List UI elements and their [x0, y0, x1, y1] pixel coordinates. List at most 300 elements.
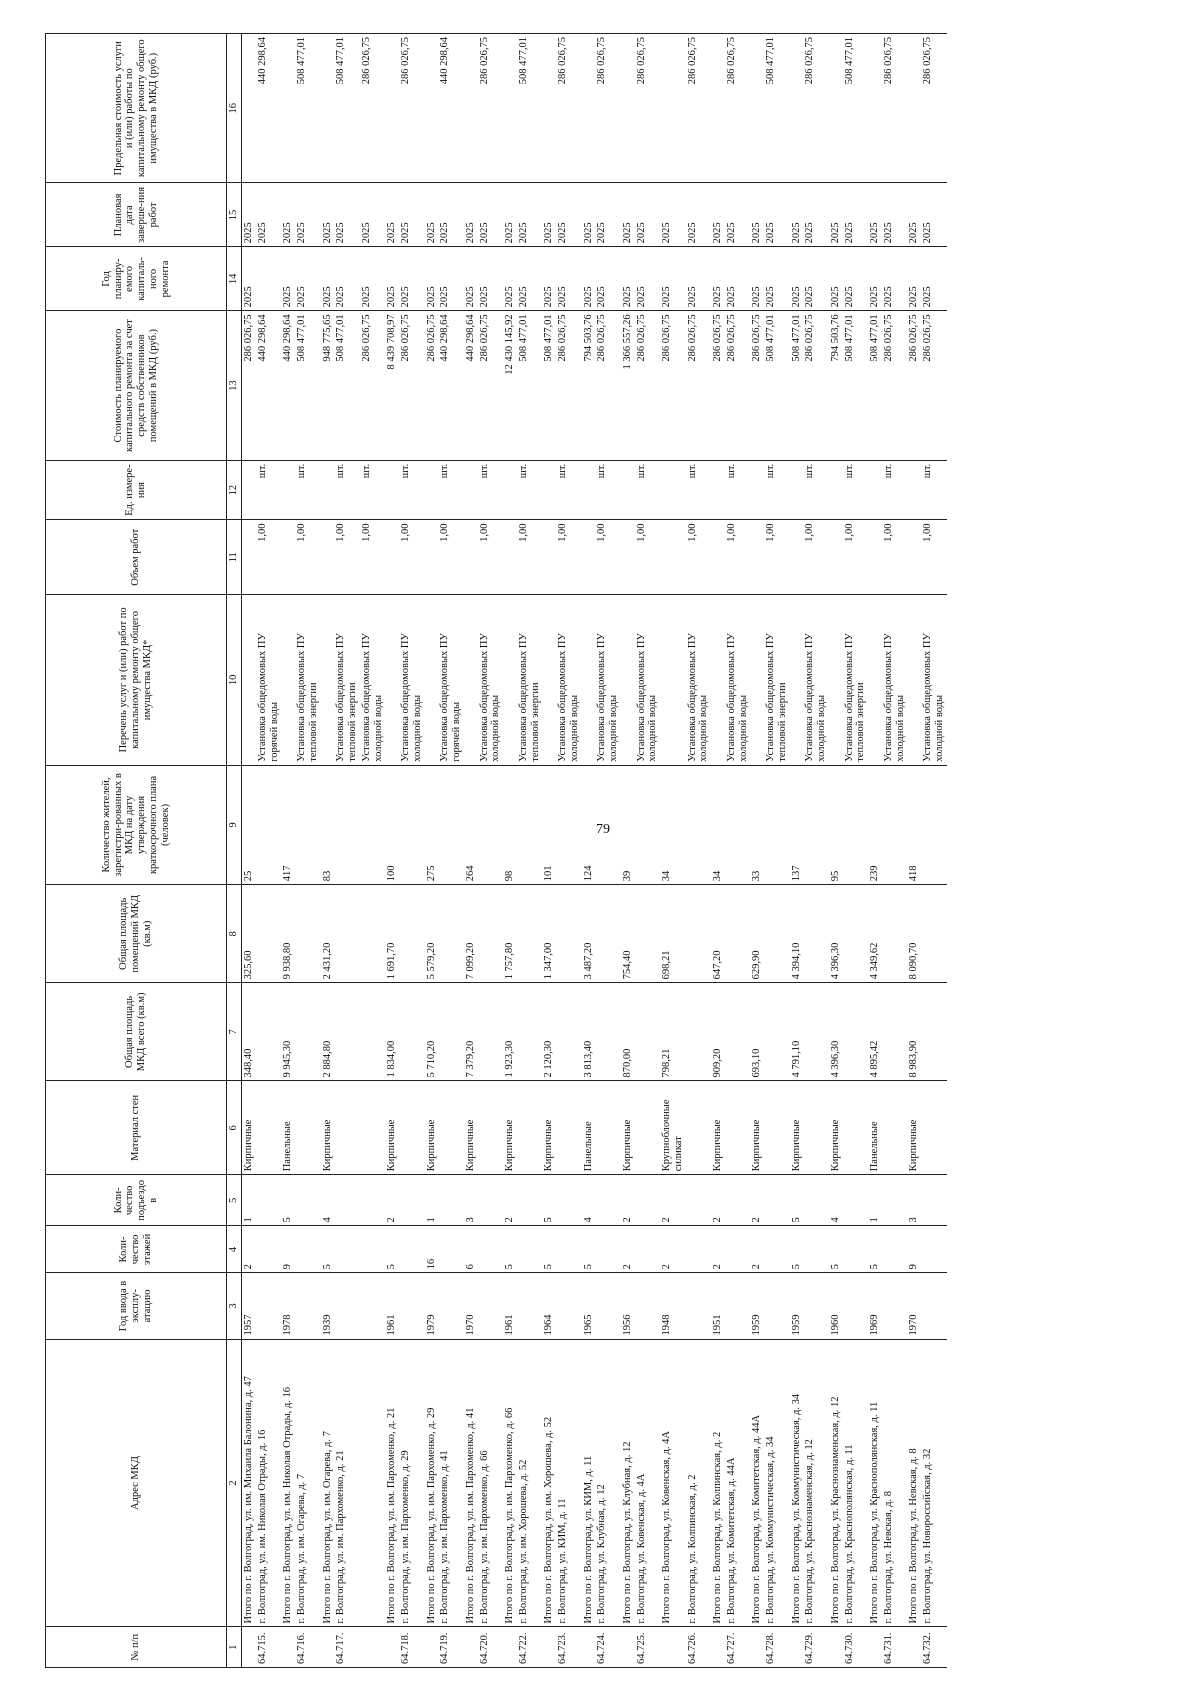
- column-number: 5: [227, 1175, 242, 1226]
- row-number: 64.720.: [478, 1627, 504, 1668]
- cost-cell: 508 477,01: [868, 311, 882, 460]
- address-cell: Итого по г. Волгоград, ул. КИМ, д. 11: [582, 1339, 596, 1627]
- work-volume-cell: [660, 520, 686, 595]
- plan-year-cell: 2025: [464, 247, 478, 311]
- total-area-cell: 8 983,90: [907, 983, 921, 1081]
- limit-cost-cell: 286 026,75: [882, 34, 908, 183]
- floors-cell: 9: [907, 1226, 921, 1273]
- limit-cost-cell: 286 026,75: [803, 34, 829, 183]
- floors-cell: [635, 1226, 661, 1273]
- address-cell: Итого по г. Волгоград, ул. им. Пархоменко, д. 41: [464, 1339, 478, 1627]
- entrances-cell: [256, 1175, 282, 1226]
- commission-year-cell: [635, 1273, 661, 1339]
- floors-cell: [517, 1226, 543, 1273]
- total-area-cell: [295, 983, 321, 1081]
- rooms-area-cell: 8 090,70: [907, 885, 921, 983]
- total-area-cell: 348,40: [242, 983, 256, 1081]
- floors-cell: 5: [385, 1226, 399, 1273]
- floors-cell: [921, 1226, 947, 1273]
- entrances-cell: [843, 1175, 869, 1226]
- cost-cell: 8 439 708,97: [385, 311, 399, 460]
- residents-cell: 239: [868, 765, 882, 884]
- work-description-cell: [868, 595, 882, 766]
- plan-year-cell: 2025: [295, 247, 321, 311]
- unit-cell: [321, 460, 335, 520]
- wall-material-cell: [399, 1081, 425, 1175]
- column-number: 10: [227, 595, 242, 766]
- work-description-cell: [503, 595, 517, 766]
- floors-cell: 9: [281, 1226, 295, 1273]
- work-volume-cell: 1,00: [556, 520, 582, 595]
- total-area-cell: [334, 983, 360, 1081]
- work-description-cell: Установка общедомовых ПУ холодной воды: [882, 595, 908, 766]
- cost-cell: 440 298,64: [281, 311, 295, 460]
- address-cell: [360, 1339, 386, 1627]
- wall-material-cell: Кирпичные: [542, 1081, 556, 1175]
- work-description-cell: [464, 595, 478, 766]
- unit-cell: шт.: [295, 460, 321, 520]
- row-number: [464, 1627, 478, 1668]
- limit-cost-cell: [711, 34, 725, 183]
- end-date-cell: 2025: [725, 183, 751, 247]
- work-volume-cell: [385, 520, 399, 595]
- table-row: [399, 34, 425, 1668]
- floors-cell: [478, 1226, 504, 1273]
- table-row: [921, 34, 947, 1668]
- row-number: [660, 1627, 686, 1668]
- end-date-cell: 2025: [438, 183, 464, 247]
- commission-year-cell: [256, 1273, 282, 1339]
- row-number: [425, 1627, 439, 1668]
- floors-cell: [725, 1226, 751, 1273]
- work-volume-cell: 1,00: [635, 520, 661, 595]
- rooms-area-cell: [256, 885, 282, 983]
- entrances-cell: [595, 1175, 621, 1226]
- total-area-cell: [595, 983, 621, 1081]
- end-date-cell: 2025: [503, 183, 517, 247]
- entrances-cell: [399, 1175, 425, 1226]
- commission-year-cell: [686, 1273, 712, 1339]
- column-header: Коли-чество этажей: [46, 1226, 227, 1273]
- address-cell: г. Волгоград, ул. Клубная, д. 12: [595, 1339, 621, 1627]
- table-row: [360, 34, 386, 1668]
- cost-cell: 286 026,75: [399, 311, 425, 460]
- table-row: [803, 34, 829, 1668]
- row-number: 64.723.: [556, 1627, 582, 1668]
- cost-cell: 286 026,75: [556, 311, 582, 460]
- rooms-area-cell: [764, 885, 790, 983]
- entrances-cell: 2: [385, 1175, 399, 1226]
- rooms-area-cell: 4 349,62: [868, 885, 882, 983]
- wall-material-cell: Кирпичные: [321, 1081, 335, 1175]
- column-header: Перечень услуг и (или) работ по капитальному ремонту общего имущества МКД*: [46, 595, 227, 766]
- work-volume-cell: [829, 520, 843, 595]
- total-area-cell: [438, 983, 464, 1081]
- commission-year-cell: 1939: [321, 1273, 335, 1339]
- residents-cell: [803, 765, 829, 884]
- wall-material-cell: Кирпичные: [242, 1081, 256, 1175]
- table-row: [334, 34, 360, 1668]
- end-date-cell: 2025: [334, 183, 360, 247]
- cost-cell: 286 026,75: [750, 311, 764, 460]
- rooms-area-cell: [595, 885, 621, 983]
- table-row: [711, 34, 725, 1668]
- table-row: [256, 34, 282, 1668]
- limit-cost-cell: 508 477,01: [517, 34, 543, 183]
- floors-cell: 5: [582, 1226, 596, 1273]
- residents-cell: 124: [582, 765, 596, 884]
- floors-cell: [256, 1226, 282, 1273]
- unit-cell: шт.: [360, 460, 386, 520]
- wall-material-cell: [438, 1081, 464, 1175]
- commission-year-cell: [517, 1273, 543, 1339]
- table-body: [242, 34, 947, 1668]
- table-row: [621, 34, 635, 1668]
- total-area-cell: 3 813,40: [582, 983, 596, 1081]
- wall-material-cell: [803, 1081, 829, 1175]
- entrances-cell: [438, 1175, 464, 1226]
- limit-cost-cell: 508 477,01: [334, 34, 360, 183]
- rooms-area-cell: [360, 885, 386, 983]
- column-header: Год ввода в эксплу-атацию: [46, 1273, 227, 1339]
- cost-cell: 794 503,76: [829, 311, 843, 460]
- row-number: [750, 1627, 764, 1668]
- residents-cell: [725, 765, 751, 884]
- work-volume-cell: [790, 520, 804, 595]
- work-description-cell: Установка общедомовых ПУ холодной воды: [635, 595, 661, 766]
- cost-cell: 286 026,75: [635, 311, 661, 460]
- plan-year-cell: 2025: [542, 247, 556, 311]
- limit-cost-cell: 286 026,75: [595, 34, 621, 183]
- entrances-cell: 2: [750, 1175, 764, 1226]
- cost-cell: 286 026,75: [242, 311, 256, 460]
- column-header: № п/п: [46, 1627, 227, 1668]
- unit-cell: шт.: [517, 460, 543, 520]
- residents-cell: [556, 765, 582, 884]
- commission-year-cell: [764, 1273, 790, 1339]
- end-date-cell: 2025: [256, 183, 282, 247]
- row-number: [503, 1627, 517, 1668]
- cost-cell: 286 026,75: [425, 311, 439, 460]
- cost-cell: 286 026,75: [360, 311, 386, 460]
- table-row: [750, 34, 764, 1668]
- work-volume-cell: [281, 520, 295, 595]
- table-row: [882, 34, 908, 1668]
- end-date-cell: 2025: [907, 183, 921, 247]
- plan-year-cell: 2025: [907, 247, 921, 311]
- wall-material-cell: Кирпичные: [385, 1081, 399, 1175]
- commission-year-cell: 1979: [425, 1273, 439, 1339]
- limit-cost-cell: 286 026,75: [725, 34, 751, 183]
- table-row: [321, 34, 335, 1668]
- plan-year-cell: 2025: [595, 247, 621, 311]
- column-number: 9: [227, 765, 242, 884]
- total-area-cell: 7 379,20: [464, 983, 478, 1081]
- table-row: [281, 34, 295, 1668]
- end-date-cell: 2025: [517, 183, 543, 247]
- rooms-area-cell: 1 757,80: [503, 885, 517, 983]
- limit-cost-cell: 286 026,75: [921, 34, 947, 183]
- limit-cost-cell: 440 298,64: [256, 34, 282, 183]
- entrances-cell: [360, 1175, 386, 1226]
- column-header: Материал стен: [46, 1081, 227, 1175]
- plan-year-cell: 2025: [517, 247, 543, 311]
- unit-cell: шт.: [921, 460, 947, 520]
- plan-year-cell: 2025: [438, 247, 464, 311]
- work-volume-cell: 1,00: [803, 520, 829, 595]
- wall-material-cell: [478, 1081, 504, 1175]
- commission-year-cell: 1970: [907, 1273, 921, 1339]
- address-cell: г. Волгоград, ул. им. Хорошева, д. 52: [517, 1339, 543, 1627]
- unit-cell: [750, 460, 764, 520]
- row-number: 64.716.: [295, 1627, 321, 1668]
- total-area-cell: [478, 983, 504, 1081]
- row-number: [907, 1627, 921, 1668]
- residents-cell: 100: [385, 765, 399, 884]
- rooms-area-cell: 325,60: [242, 885, 256, 983]
- plan-year-cell: 2025: [829, 247, 843, 311]
- limit-cost-cell: 286 026,75: [399, 34, 425, 183]
- table-row: [635, 34, 661, 1668]
- rooms-area-cell: [556, 885, 582, 983]
- wall-material-cell: [360, 1081, 386, 1175]
- residents-cell: 34: [660, 765, 686, 884]
- commission-year-cell: [803, 1273, 829, 1339]
- total-area-cell: [882, 983, 908, 1081]
- plan-year-cell: 2025: [764, 247, 790, 311]
- table-row: [242, 34, 256, 1668]
- plan-year-cell: 2025: [882, 247, 908, 311]
- residents-cell: 33: [750, 765, 764, 884]
- table-row: [829, 34, 843, 1668]
- limit-cost-cell: [321, 34, 335, 183]
- column-header: Количество жителей, зарегистри-рованных в МКД на дату утверждения краткосрочного плана (человек): [46, 765, 227, 884]
- floors-cell: 5: [542, 1226, 556, 1273]
- entrances-cell: 3: [464, 1175, 478, 1226]
- total-area-cell: 4 396,30: [829, 983, 843, 1081]
- table-row: [582, 34, 596, 1668]
- row-number: [542, 1627, 556, 1668]
- entrances-cell: [295, 1175, 321, 1226]
- rooms-area-cell: 1 347,00: [542, 885, 556, 983]
- cost-cell: 286 026,75: [686, 311, 712, 460]
- entrances-cell: [556, 1175, 582, 1226]
- row-number: [385, 1627, 399, 1668]
- plan-year-cell: 2025: [750, 247, 764, 311]
- end-date-cell: 2025: [843, 183, 869, 247]
- unit-cell: шт.: [725, 460, 751, 520]
- address-cell: Итого по г. Волгоград, ул. им. Хорошева, д. 52: [542, 1339, 556, 1627]
- work-volume-cell: 1,00: [921, 520, 947, 595]
- floors-cell: [764, 1226, 790, 1273]
- plan-year-cell: 2025: [385, 247, 399, 311]
- floors-cell: 16: [425, 1226, 439, 1273]
- entrances-cell: 5: [542, 1175, 556, 1226]
- entrances-cell: 2: [503, 1175, 517, 1226]
- address-cell: г. Волгоград, ул. им. Пархоменко, д. 29: [399, 1339, 425, 1627]
- table-row: [542, 34, 556, 1668]
- entrances-cell: 1: [425, 1175, 439, 1226]
- address-cell: Итого по г. Волгоград, ул. им. Огарева, д. 7: [321, 1339, 335, 1627]
- work-description-cell: Установка общедомовых ПУ холодной воды: [921, 595, 947, 766]
- row-number: 64.729.: [803, 1627, 829, 1668]
- residents-cell: 39: [621, 765, 635, 884]
- wall-material-cell: Панельные: [582, 1081, 596, 1175]
- work-description-cell: Установка общедомовых ПУ холодной воды: [686, 595, 712, 766]
- plan-year-cell: 2025: [621, 247, 635, 311]
- residents-cell: [635, 765, 661, 884]
- floors-cell: [295, 1226, 321, 1273]
- plan-year-cell: 2025: [711, 247, 725, 311]
- floors-cell: 2: [660, 1226, 686, 1273]
- commission-year-cell: 1960: [829, 1273, 843, 1339]
- address-cell: г. Волгоград, ул. Новороссийская, д. 32: [921, 1339, 947, 1627]
- table-row: [764, 34, 790, 1668]
- end-date-cell: 2025: [360, 183, 386, 247]
- plan-year-cell: 2025: [242, 247, 256, 311]
- residents-cell: 264: [464, 765, 478, 884]
- table-row: [843, 34, 869, 1668]
- limit-cost-cell: 508 477,01: [843, 34, 869, 183]
- commission-year-cell: [843, 1273, 869, 1339]
- header-row: [46, 34, 227, 1668]
- table-row: [503, 34, 517, 1668]
- commission-year-cell: [334, 1273, 360, 1339]
- column-header: Общая площадь МКД всего (кв.м): [46, 983, 227, 1081]
- work-description-cell: Установка общедомовых ПУ тепловой энергии: [334, 595, 360, 766]
- work-volume-cell: [321, 520, 335, 595]
- end-date-cell: 2025: [478, 183, 504, 247]
- rooms-area-cell: 7 099,20: [464, 885, 478, 983]
- entrances-cell: [478, 1175, 504, 1226]
- address-cell: г. Волгоград, ул. Ковенская, д. 4А: [635, 1339, 661, 1627]
- residents-cell: [921, 765, 947, 884]
- cost-cell: 286 026,75: [660, 311, 686, 460]
- residents-cell: [438, 765, 464, 884]
- wall-material-cell: [921, 1081, 947, 1175]
- column-number: 11: [227, 520, 242, 595]
- total-area-cell: [517, 983, 543, 1081]
- cost-cell: 1 366 557,26: [621, 311, 635, 460]
- plan-year-cell: 2025: [686, 247, 712, 311]
- column-number: 8: [227, 885, 242, 983]
- residents-cell: 275: [425, 765, 439, 884]
- cost-cell: 12 430 145,92: [503, 311, 517, 460]
- wall-material-cell: Кирпичные: [464, 1081, 478, 1175]
- cost-cell: 508 477,01: [790, 311, 804, 460]
- work-description-cell: Установка общедомовых ПУ горячей воды: [438, 595, 464, 766]
- floors-cell: 5: [321, 1226, 335, 1273]
- work-volume-cell: [868, 520, 882, 595]
- plan-year-cell: 2025: [868, 247, 882, 311]
- work-volume-cell: 1,00: [360, 520, 386, 595]
- floors-cell: [556, 1226, 582, 1273]
- unit-cell: [711, 460, 725, 520]
- work-volume-cell: [425, 520, 439, 595]
- column-header: Плановая дата заверше-ния работ: [46, 183, 227, 247]
- plan-year-cell: 2025: [478, 247, 504, 311]
- plan-year-cell: 2025: [334, 247, 360, 311]
- wall-material-cell: [635, 1081, 661, 1175]
- limit-cost-cell: [907, 34, 921, 183]
- limit-cost-cell: 286 026,75: [556, 34, 582, 183]
- end-date-cell: 2025: [621, 183, 635, 247]
- residents-cell: [478, 765, 504, 884]
- rooms-area-cell: [725, 885, 751, 983]
- commission-year-cell: 1957: [242, 1273, 256, 1339]
- total-area-cell: 2 884,80: [321, 983, 335, 1081]
- rooms-area-cell: [399, 885, 425, 983]
- address-cell: Итого по г. Волгоград, ул. Клубная, д. 12: [621, 1339, 635, 1627]
- work-description-cell: Установка общедомовых ПУ холодной воды: [399, 595, 425, 766]
- floors-cell: 5: [829, 1226, 843, 1273]
- wall-material-cell: [517, 1081, 543, 1175]
- work-description-cell: Установка общедомовых ПУ холодной воды: [725, 595, 751, 766]
- wall-material-cell: [556, 1081, 582, 1175]
- plan-year-cell: 2025: [790, 247, 804, 311]
- commission-year-cell: [595, 1273, 621, 1339]
- rooms-area-cell: 5 579,20: [425, 885, 439, 983]
- work-volume-cell: [242, 520, 256, 595]
- work-volume-cell: 1,00: [764, 520, 790, 595]
- work-volume-cell: 1,00: [399, 520, 425, 595]
- table-row: [907, 34, 921, 1668]
- rooms-area-cell: 754,40: [621, 885, 635, 983]
- limit-cost-cell: [425, 34, 439, 183]
- work-volume-cell: [621, 520, 635, 595]
- unit-cell: [385, 460, 399, 520]
- cost-cell: 508 477,01: [334, 311, 360, 460]
- row-number: 64.719.: [438, 1627, 464, 1668]
- entrances-cell: [635, 1175, 661, 1226]
- column-header: Коли-чество подъездо в: [46, 1175, 227, 1226]
- address-cell: г. Волгоград, ул. им. Огарева, д. 7: [295, 1339, 321, 1627]
- table-row: [556, 34, 582, 1668]
- total-area-cell: 798,21: [660, 983, 686, 1081]
- row-number: [790, 1627, 804, 1668]
- end-date-cell: 2025: [385, 183, 399, 247]
- column-header: Стоимость планируемого капитального ремонта за счет средств собственников помещений в МКД (руб.): [46, 311, 227, 460]
- table-row: [464, 34, 478, 1668]
- floors-cell: 5: [503, 1226, 517, 1273]
- end-date-cell: 2025: [882, 183, 908, 247]
- address-cell: г. Волгоград, ул. Комитетская, д. 44А: [725, 1339, 751, 1627]
- work-description-cell: Установка общедомовых ПУ тепловой энергии: [764, 595, 790, 766]
- entrances-cell: [921, 1175, 947, 1226]
- plan-year-cell: [256, 247, 282, 311]
- entrances-cell: [517, 1175, 543, 1226]
- end-date-cell: 2025: [295, 183, 321, 247]
- residents-cell: 101: [542, 765, 556, 884]
- floors-cell: [360, 1226, 386, 1273]
- unit-cell: шт.: [438, 460, 464, 520]
- limit-cost-cell: [242, 34, 256, 183]
- wall-material-cell: [256, 1081, 282, 1175]
- floors-cell: 5: [790, 1226, 804, 1273]
- wall-material-cell: Панельные: [281, 1081, 295, 1175]
- plan-year-cell: 2025: [281, 247, 295, 311]
- address-cell: Итого по г. Волгоград, ул. им. Пархоменко, д. 29: [425, 1339, 439, 1627]
- total-area-cell: [360, 983, 386, 1081]
- limit-cost-cell: [750, 34, 764, 183]
- work-volume-cell: [711, 520, 725, 595]
- unit-cell: шт.: [399, 460, 425, 520]
- address-cell: Итого по г. Волгоград, ул. Ковенская, д. 4А: [660, 1339, 686, 1627]
- end-date-cell: 2025: [399, 183, 425, 247]
- unit-cell: [503, 460, 517, 520]
- floors-cell: [803, 1226, 829, 1273]
- column-header: Ед. измере-ния: [46, 460, 227, 520]
